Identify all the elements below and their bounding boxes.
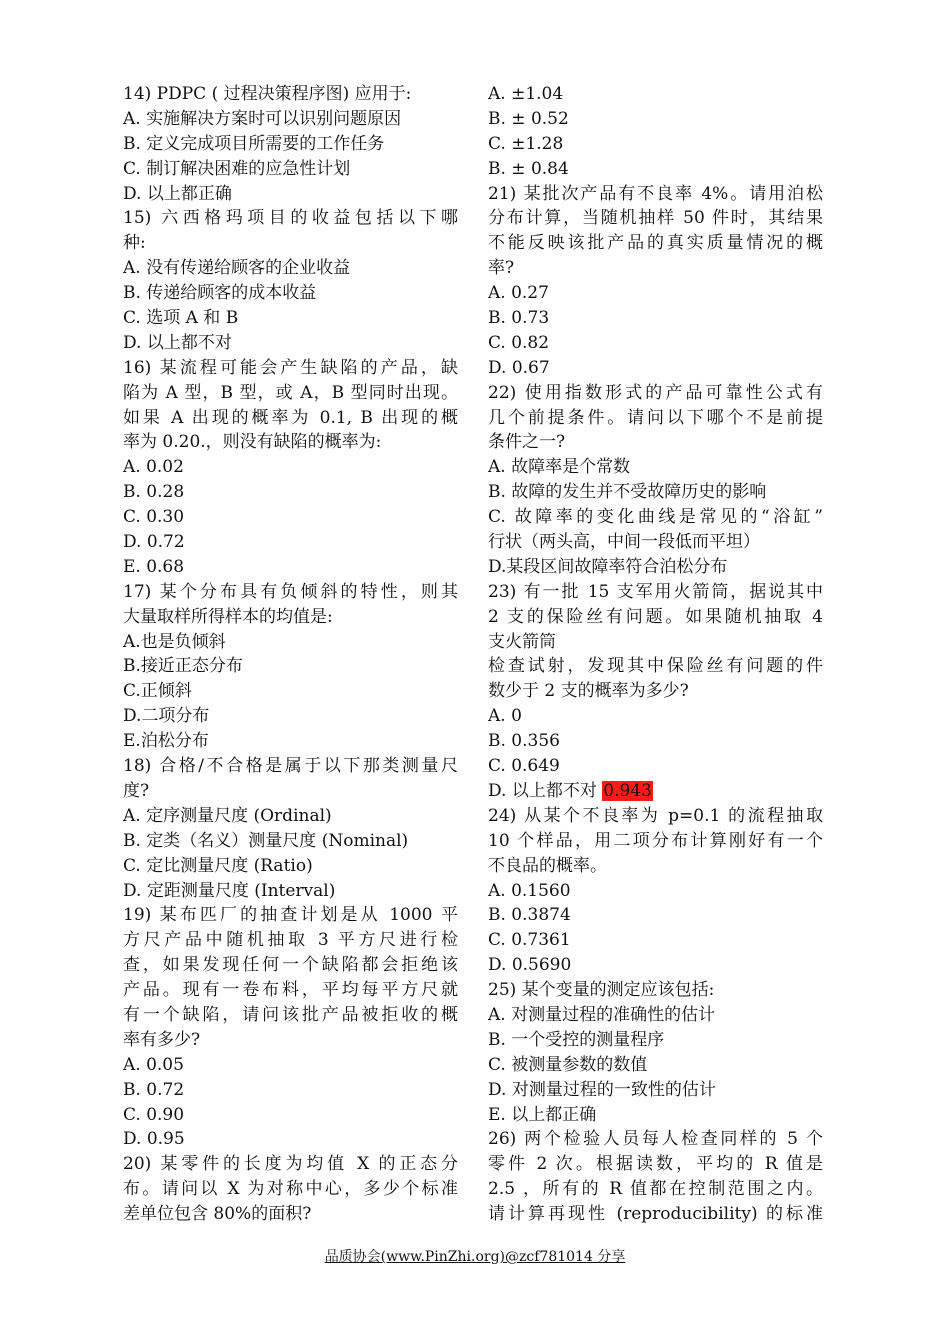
- text-line: [123, 1028, 458, 1053]
- text-line-content: 25) 某个变量的测定应该包括:: [488, 980, 715, 1001]
- text-line: [123, 157, 458, 182]
- text-line: [488, 480, 823, 505]
- text-line: [488, 1202, 823, 1227]
- text-line-content: 条件之一?: [488, 432, 566, 453]
- text-line: [488, 580, 823, 605]
- text-line: [488, 1152, 823, 1177]
- text-line-content: A. 0.05: [123, 1054, 184, 1075]
- text-line: [123, 679, 458, 704]
- text-line-content: 检查试射，发现其中保险丝有问题的件: [488, 656, 823, 677]
- text-line: [123, 406, 458, 431]
- text-line: [488, 779, 823, 804]
- text-line-content: E.泊松分布: [123, 731, 209, 752]
- text-line-content: B. ± 0.52: [488, 108, 569, 129]
- text-line: [488, 754, 823, 779]
- text-line-content: D. 以上都不对: [488, 780, 603, 801]
- text-line: [123, 1152, 458, 1177]
- text-line-content: 2 支的保险丝有问题。如果随机抽取 4: [488, 606, 823, 627]
- text-line: [123, 331, 458, 356]
- text-line: [488, 231, 823, 256]
- text-line-content: 2.5 ，所有的 R 值都在控制范围之内。: [488, 1179, 823, 1200]
- text-line: [123, 1003, 458, 1028]
- text-line-content: B. 故障的发生并不受故障历史的影响: [488, 482, 767, 503]
- text-line-content: A. 定序测量尺度 (Ordinal): [123, 805, 332, 826]
- text-line: [123, 356, 458, 381]
- text-line-content: D. 0.72: [123, 532, 185, 553]
- text-line: [488, 704, 823, 729]
- text-line-content: 陷为 A 型，B 型，或 A，B 型同时出现。: [123, 382, 458, 403]
- text-line: [123, 704, 458, 729]
- text-line: [488, 630, 823, 655]
- text-line-content: D.二项分布: [123, 706, 210, 727]
- text-line-content: C. 0.90: [123, 1104, 185, 1125]
- text-line-content: A. 对测量过程的准确性的估计: [488, 1004, 716, 1025]
- text-line-content: A. 0.27: [488, 283, 549, 304]
- text-line: [123, 82, 458, 107]
- text-line: [488, 953, 823, 978]
- text-line: [123, 206, 458, 231]
- text-line: [123, 630, 458, 655]
- text-line: [123, 430, 458, 455]
- text-line: [123, 132, 458, 157]
- text-line-content: C. ±1.28: [488, 133, 564, 154]
- text-line-content: 15) 六西格玛项目的收益包括以下哪: [123, 208, 458, 229]
- text-line-content: C. 0.649: [488, 756, 560, 777]
- text-line: [488, 1078, 823, 1103]
- text-line-content: 分布计算，当随机抽样 50 件时，其结果: [488, 208, 823, 229]
- text-line: [488, 555, 823, 580]
- text-line-content: 率?: [488, 258, 515, 279]
- text-line-content: B. 定义完成项目所需要的工作任务: [123, 133, 385, 154]
- text-line-content: C. 故障率的变化曲线是常见的“浴缸”: [488, 507, 823, 528]
- text-line-content: 查，如果发现任何一个缺陷都会拒绝该: [123, 955, 458, 976]
- text-line: [488, 679, 823, 704]
- text-line: [488, 256, 823, 281]
- text-line-content: C. 0.7361: [488, 930, 571, 951]
- text-line: [488, 1003, 823, 1028]
- text-line: [123, 256, 458, 281]
- text-line-content: C. 选项 A 和 B: [123, 308, 239, 329]
- text-line: [488, 1028, 823, 1053]
- text-line-content: A. 没有传递给顾客的企业收益: [123, 258, 351, 279]
- text-line: [123, 829, 458, 854]
- text-line: [488, 1177, 823, 1202]
- text-line-content: B. 一个受控的测量程序: [488, 1029, 665, 1050]
- text-line-content: B. 定类（名义）测量尺度 (Nominal): [123, 830, 409, 851]
- text-line-content: C. 被测量参数的数值: [488, 1054, 648, 1075]
- text-line-content: E. 0.68: [123, 556, 185, 577]
- text-line: [123, 654, 458, 679]
- text-line-content: 17) 某个分布具有负倾斜的特性，则其: [123, 581, 458, 602]
- text-line-content: B. 0.73: [488, 308, 550, 329]
- text-line: [488, 1127, 823, 1152]
- text-line: [123, 605, 458, 630]
- text-line: [123, 1127, 458, 1152]
- text-line-content: 行状（两头高，中间一段低而平坦）: [488, 532, 760, 553]
- text-line: [488, 1053, 823, 1078]
- text-line: [123, 281, 458, 306]
- text-line-content: E. 以上都正确: [488, 1104, 597, 1125]
- text-line: [488, 430, 823, 455]
- text-line-content: 16) 某流程可能会产生缺陷的产品，缺: [123, 357, 458, 378]
- text-line: [488, 505, 823, 530]
- text-line: [488, 903, 823, 928]
- text-line-content: C. 0.30: [123, 507, 185, 528]
- text-line-content: D. 定距测量尺度 (Interval): [123, 880, 336, 901]
- text-line-content: C.正倾斜: [123, 681, 192, 702]
- text-line: [123, 953, 458, 978]
- text-line-content: 零件 2 次。根据读数，平均的 R 值是: [488, 1154, 823, 1175]
- text-line-content: 14) PDPC ( 过程决策程序图) 应用于:: [123, 84, 412, 104]
- right-column: [488, 82, 823, 1227]
- highlighted-answer: 0.943: [603, 780, 652, 801]
- text-line: [488, 804, 823, 829]
- text-line: [123, 555, 458, 580]
- text-line-content: A. ±1.04: [488, 84, 564, 104]
- text-line-content: A. 实施解决方案时可以识别问题原因: [123, 108, 402, 129]
- text-line-content: 支火箭筒: [488, 631, 556, 652]
- text-line-content: 请计算再现性 (reproducibility) 的标准: [488, 1204, 823, 1225]
- text-line-content: D.某段区间故障率符合泊松分布: [488, 556, 728, 577]
- text-line-content: A. 0.02: [123, 457, 184, 478]
- text-line: [488, 829, 823, 854]
- text-line-content: B. 传递给顾客的成本收益: [123, 283, 317, 304]
- text-line: [123, 1177, 458, 1202]
- text-line-content: 方尺产品中随机抽取 3 平方尺进行检: [123, 930, 458, 951]
- text-line: [488, 306, 823, 331]
- text-line: [488, 281, 823, 306]
- text-line-content: 不能反映该批产品的真实质量情况的概: [488, 233, 823, 254]
- text-line-content: D. 0.67: [488, 357, 550, 378]
- text-line-content: B. 0.3874: [488, 905, 571, 926]
- text-line: [488, 132, 823, 157]
- text-line-content: 不良品的概率。: [488, 855, 607, 876]
- text-line: [123, 779, 458, 804]
- text-line: [488, 1103, 823, 1128]
- text-line-content: D. 以上都不对: [123, 332, 232, 353]
- text-line: [488, 729, 823, 754]
- text-line-content: 20) 某零件的长度为均值 X 的正态分: [123, 1154, 458, 1175]
- text-line-content: A. 0: [488, 706, 522, 727]
- text-line: [488, 157, 823, 182]
- text-line-content: 布。请问以 X 为对称中心，多少个标准: [123, 1179, 458, 1200]
- text-line: [488, 82, 823, 107]
- text-line-content: C. 0.82: [488, 332, 550, 353]
- text-line: [488, 455, 823, 480]
- text-line: [123, 231, 458, 256]
- text-line: [123, 879, 458, 904]
- text-line: [123, 306, 458, 331]
- text-line: [123, 1053, 458, 1078]
- text-line: [123, 804, 458, 829]
- text-line-content: 率有多少?: [123, 1029, 201, 1050]
- text-line: [123, 1103, 458, 1128]
- text-line-content: 有一个缺陷，请问该批产品被拒收的概: [123, 1004, 458, 1025]
- text-line-content: 度?: [123, 780, 150, 801]
- text-line: [123, 903, 458, 928]
- page-footer: 品质协会(www.PinZhi.org)@zcf781014 分享: [324, 1249, 626, 1265]
- text-line: [488, 331, 823, 356]
- text-line: [488, 530, 823, 555]
- text-line: [488, 854, 823, 879]
- text-line-content: D. 以上都正确: [123, 183, 232, 204]
- text-line: [123, 455, 458, 480]
- text-line-content: C. 定比测量尺度 (Ratio): [123, 855, 313, 876]
- text-line-content: B. ± 0.84: [488, 158, 569, 179]
- text-line: [123, 505, 458, 530]
- left-column: [123, 82, 458, 1227]
- text-line-content: 产品。现有一卷布料，平均每平方尺就: [123, 980, 458, 1001]
- text-line: [488, 654, 823, 679]
- text-line-content: D. 对测量过程的一致性的估计: [488, 1079, 716, 1100]
- text-line: [488, 356, 823, 381]
- text-line: [488, 182, 823, 207]
- text-line: [488, 381, 823, 406]
- text-line-content: 率为 0.20.，则没有缺陷的概率为:: [123, 432, 382, 453]
- text-line: [123, 978, 458, 1003]
- text-line-content: 种:: [123, 233, 146, 254]
- text-line: [123, 754, 458, 779]
- text-line-content: 差单位包含 80%的面积?: [123, 1204, 312, 1225]
- text-line-content: 几个前提条件。请问以下哪个不是前提: [488, 407, 823, 428]
- text-line: [123, 530, 458, 555]
- text-line-content: 23) 有一批 15 支军用火箭筒，据说其中: [488, 581, 823, 602]
- text-line: [123, 580, 458, 605]
- text-line: [488, 107, 823, 132]
- text-line-content: 24) 从某个不良率为 p=0.1 的流程抽取: [488, 805, 823, 826]
- text-line-content: 19) 某布匹厂的抽查计划是从 1000 平: [123, 905, 458, 926]
- text-line: [488, 605, 823, 630]
- text-line-content: B.接近正态分布: [123, 656, 243, 677]
- text-line-content: D. 0.95: [123, 1129, 185, 1150]
- text-line-content: 18) 合格/不合格是属于以下那类测量尺: [123, 756, 458, 777]
- text-line-content: 如果 A 出现的概率为 0.1, B 出现的概: [123, 407, 458, 428]
- text-line: [123, 182, 458, 207]
- text-line-content: 22) 使用指数形式的产品可靠性公式有: [488, 382, 823, 403]
- text-line: [123, 480, 458, 505]
- text-line-content: C. 制订解决困难的应急性计划: [123, 158, 351, 179]
- text-line: [123, 729, 458, 754]
- text-line: [488, 406, 823, 431]
- text-line-content: A. 0.1560: [488, 880, 571, 901]
- text-line-content: B. 0.72: [123, 1079, 185, 1100]
- text-line: [488, 206, 823, 231]
- text-line: [488, 879, 823, 904]
- text-line-content: A. 故障率是个常数: [488, 457, 631, 478]
- text-line: [123, 1202, 458, 1227]
- text-line-content: B. 0.28: [123, 482, 185, 503]
- text-line-content: 大量取样所得样本的均值是:: [123, 606, 333, 627]
- text-line-content: 数少于 2 支的概率为多少?: [488, 681, 689, 702]
- text-line-content: 10 个样品，用二项分布计算刚好有一个: [488, 830, 823, 851]
- text-line-content: A.也是负倾斜: [123, 631, 226, 652]
- text-line: [123, 1078, 458, 1103]
- text-line-content: 21) 某批次产品有不良率 4%。请用泊松: [488, 183, 823, 204]
- text-line: [123, 928, 458, 953]
- text-line: [123, 107, 458, 132]
- text-line: [488, 928, 823, 953]
- text-line-content: 26) 两个检验人员每人检查同样的 5 个: [488, 1129, 823, 1150]
- text-line-content: D. 0.5690: [488, 955, 572, 976]
- text-line: [123, 854, 458, 879]
- text-line: [123, 381, 458, 406]
- text-line: [488, 978, 823, 1003]
- text-line-content: B. 0.356: [488, 731, 560, 752]
